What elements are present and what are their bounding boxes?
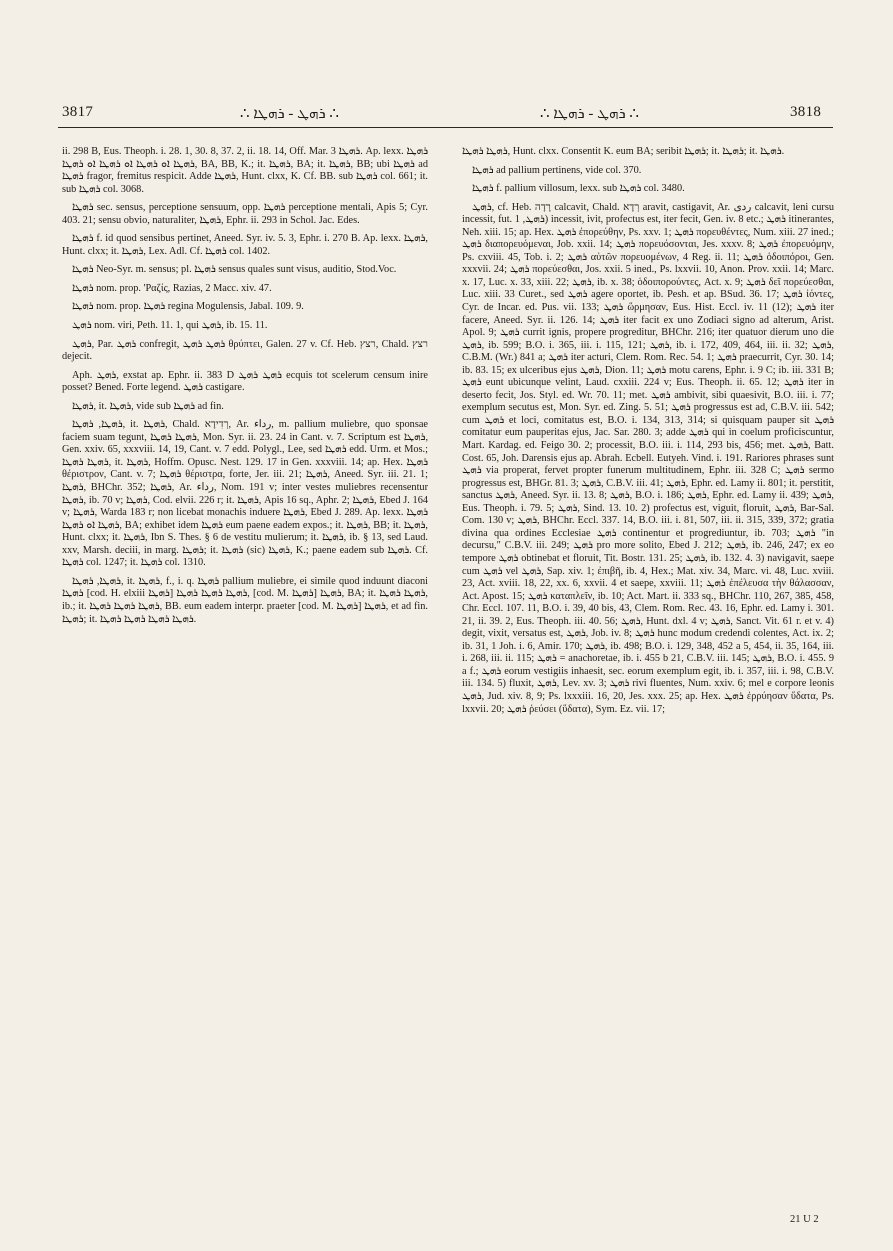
entry-paragraph: ii. 298 B, Eus. Theoph. i. 28. 1, 30. 8, 37. 2, ii. 18. 14, Off. Mar. ܪܗܛܐ 3. Ap. lexx. ܪܗܛܐ ܪܗܛܐ ܐܘ ܪܗܛܐ ܐܘ ܪܗܛܐ ܐܘ ܪܗܛܐ, BA, BB, K.; it. ܪܗܛܐ, BA; it. ܪܗܛܐ, BB; ubi ܪܗܛܐ ad ܪܗܛܐ fragor, fremitus respicit. Adde ܪܗܛܐ, Hunt. clxx, K. Cf. BB. sub ܪܗܛܐ col. 661; it. sub ܪܗܛܐ col. 3068. <box>62 146 429 195</box>
entry-paragraph: ܪܗܛܐ, ܪܗܛܐ, it. ܪܗܛܐ, Chald. רְדִידָא, Ar. رداء, m. pallium muliebre, quo sponsae faciem suam tegunt, ܪܗܛܐ ܪܗܛܐ, Mon. Syr. ii. 23. 24 in Cant. v. 7. Scriptum est ܪܗܛܐ, Gen. xxiv. 65, xxxviii. 14, 19, Cant. v. 7 edd. Polygl., Lee, sed ܪܗܛܐ edd. Urm. et Mos.; ܪܗܛܐ ܪܗܛܐ, it. ܪܗܛܐ, Hoffm. Opusc. Nest. 129. 17 in Gen. xxxviii. 14; ap. Hex. ܪܗܛܐ θέριστρον, Cant. v. 7; ܪܗܛܐ θέριστρα, forte, Jer. iii. 21; ܪܗܛܐ, Aneed. Syr. iii. 21. 1; ܪܗܛܐ, BHChr. 352; ܪܗܛܐ, Ar. رداء, Nom. 191 v; inter vestes muliebres recensentur ܪܗܛܐ, ib. 70 v; ܪܗܛܐ, Cod. elvii. 226 r; it. ܪܗܛܐ, Apis 16 sq., Aphr. 2; ܪܗܛܐ, Ebed J. 164 v; ܪܗܛܐ, Warda 183 r; non licebat monachis induere ܪܗܛܐ, Ebed J. 289. Ap. lexx. ܪܗܛܐ ܪܗܛܐ ܐܘ ܪܗܛܐ, BA; exhibet idem ܪܗܛܐ eum paene eadem expos.; it. ܪܗܛܐ, BB; it. ܪܗܛܐ, Hunt. clxx; it. ܪܗܛܐ, Ibn S. Thes. § 6 de vestitu mulierum; it. ܪܗܛܐ, ib. § 13, sed Laud. xxv, Marsh. deciii, in marg. ܪܗܛܐ; it. ܪܗܛܐ (sic) ܪܗܛܐ, K.; paene eadem sub ܪܗܛܐ. Cf. ܪܗܛܐ col. 1247; it. ܪܗܛܐ col. 1310. <box>62 419 429 569</box>
entry-paragraph: ܪܗܛܐ f. pallium villosum, lexx. sub ܪܗܛܐ col. 3480. <box>472 183 685 195</box>
left-column <box>62 146 428 632</box>
left-running-head: ∴ ܪܗܛ - ܪܗܛܐ ∴ <box>240 106 339 122</box>
entry-paragraph: ܪܗܛܐ ܪܗܛܐ, Hunt. clxx. Consentit K. eum BA; seribit ܪܗܛܐ; it. ܪܗܛܐ; it. ܪܗܛܐ. <box>462 146 785 157</box>
entry-paragraph: ܪܗܛܐ nom. prop. ܪܗܛܐ regina Mogulensis, Jabal. 109. 9. <box>72 301 304 313</box>
entry-paragraph: Aph. ܪܗܛ, exstat ap. Ephr. ii. 383 D ܪܗܛ ܪܗܛ ecquis tot scelerum censum inire posset? Bened. Forte legend. ܪܗܛ castigare. <box>62 369 428 394</box>
entry-paragraph: ܪܗܛ, Par. ܪܗܛ confregit, ܪܗܛ ܪܗܛ θρύπτει, Galen. 27 v. Cf. Heb. רצץ, Chald. רצץ dejecit. <box>62 338 428 363</box>
entry-paragraph: ܪܗܛܐ Neo-Syr. m. sensus; pl. ܪܗܛܐ sensus quales sunt visus, auditio, Stod.Voc. <box>72 264 397 276</box>
right-running-head: ∴ ܪܗܛ - ܪܗܛܐ ∴ <box>540 106 639 122</box>
entry-paragraph: ܪܗܛܐ, ܪܗܛܐ, it. ܪܗܛܐ, f., i. q. ܪܗܛܐ pallium muliebre, ei simile quod induunt diaconi ܪܗܛܐ [cod. H. elxiii ܪܗܛܐ] ܪܗܛܐ ܪܗܛܐ ܪܗܛܐ, [cod. M. ܪܗܛܐ] ܪܗܛܐ, BA; it. ܪܗܛܐ ܪܗܛܐ, ib.; it. ܪܗܛܐ ܪܗܛܐ ܪܗܛܐ, BB. eum eadem interpr. praeter [cod. M. ܪܗܛܐ] ܪܗܛܐ, et ad fin. ܪܗܛܐ; it. ܪܗܛܐ ܪܗܛܐ ܪܗܛܐ ܪܗܛܐ. <box>62 575 428 625</box>
entry-paragraph: ܪܗܛܐ nom. prop. 'Ραζίς, Razias, 2 Macc. xiv. 47. <box>72 282 272 294</box>
entry-paragraph: ܪܗܛܐ f. id quod sensibus pertinet, Aneed. Syr. iv. 5. 3, Ephr. i. 270 B. Ap. lexx. ܪܗܛܐ, Hunt. clxx; it. ܪܗܛܐ, Lex. Adl. Cf. ܪܗܛܐ col. 1402. <box>62 233 428 257</box>
entry-paragraph: ܪܗܛ, cf. Heb. רָדָה calcavit, Chald. רְדָא aravit, castigavit, Ar. ردى calcavit, leni cursu incessit, fut. ܪܗܛ, 1) incessit, ivit, profectus est, iter fecit, Gen. iv. 8 etc.; ܪܗܛ itinerantes, Neh. xiii. 15; ap. Hex. ܪܗܛ ἐπορεύθην, Ps. xxv. 1; ܪܗܛ πορευθέντες, Num. xiii. 27 ined.; ܪܗܛ διαπορευόμεναι, Job. xxii. 14; ܪܗܛ πορευόσονται, Jes. xxxv. 8; ܪܗܛ ἐπορευόμην, Ps. cxviii. 45, Tob. i. 2; ܪܗܛ αὐτῶν πορευομένων, 4 Reg. ii. 11; ܪܗܛ ὁδοιπόροι, Gen. xxxvii. 24; ܪܗܛ πορεύεσθαι, Jos. xxii. 5 ined., Ps. lxxvii. 10, Anon. Prov. xxii. 14; Marc. x. 17, Luc. x. 33, xiii. 22; ܪܗܛ, ib. x. 38; ὁδοιπορούντες, Act. x. 9; ܪܗܛ δεῖ πορεύεσθαι, Luc. xiii. 33 Curet., sed ܪܗܛ agere oportet, ib. Pesh. et ap. BSud. 36. 17; ܪܗܛ ἰόντες, Cyr. de Incar. ed. Pus. vii. 133; ܪܗܛ ὥρμησαν, Eus. Hist. Eccl. iv. 11 (12); ܪܗܛ iter facere, Aneed. Syr. ii. 126. 14; ܪܗܛ iter facit ex uno Zodiaci signo ad alterum, Arist. Apol. 9; ܪܗܛ currit ignis, propere progreditur, BHChr. 216; iter quatuor dierum uno die ܪܗܛ, ib. 599; B.O. i. 365, iii. i. 115, 121; ܪܗܛ, ib. i. 172, 409, 464, iii. ii. 32; ܪܗܛ, C.B.M. (Wr.) 841 a; ܪܗܛ iter acturi, Clem. Rom. Rec. 54. 1; ܪܗܛ praecurrit, Cyr. 30. 14; ib. 83. 15; ex ulceribus ejus ܪܗܛ, Dion. 11; ܪܗܛ motu carens, Ephr. i. 9 C; ib. iii. 331 B; ܪܗܛ eunt ubicunque velint, Laud. cxxiii. 224 v; Eus. Theoph. ii. 65. 12; ܪܗܛ iter in deserto fecit, Jos. Styl. ed. Wr. 70. 11; met. ܪܗܛ ambivit, sibi quaesivit, B.O. iii. i. 77; exemplum secutus est, Mon. Syr. ed. Zing. 5. 51; ܪܗܛ progressus est ad, C.B.V. iii. 542; cum ܪܗܛ et loci, comitatus est, B.O. i. 134, 313, 314; si quisquam pauper sit ܪܗܛ comitatur eum pauperitas ejus, Jac. Sar. 280. 3; adde ܪܗܛ qui in coelum proficiscuntur, Mart. Kardag. ed. Feigo 30. 2; processit, B.O. iii. i. 114, 293 bis, 456; met. ܪܗܛ, Batt. Cost. 65, Joh. Darensis ejus ap. Abrah. Ecbell. Eutyeh. Vind. i. 191. Rariores phrases sunt ܪܗܛ via properat, fervet propter funerum multitudinem, Ephr. iii. 328 C; ܪܗܛ sermo progressus est, BHGr. 81. 3; ܪܗܛ, C.B.V. iii. 41; ܪܗܛ, Ephr. ed. Lamy ii. 801; it. perstitit, sanctus ܪܗܛ, Aneed. Syr. ii. 13. 8; ܪܗܛ, B.O. i. 186; ܪܗܛ, Ephr. ed. Lamy ii. 439; ܪܗܛ, Eus. Theoph. i. 79. 5; ܪܗܛ, Sind. 13. 10. 2) profectus est, viguit, floruit, ܪܗܛ, Bar-Sal. Com. 130 v; ܪܗܛ, BHChr. Eccl. 337. 14, B.O. iii. i. 81, 507, iii. ii. 315, 339, 372; gratia divina qua ordines Ecclesiae ܪܗܛ continentur et progrediuntur, ib. 703; ܪܗܛ "in decursu," C.B.V. iii. 249; ܪܗܛ pro more solito, Ebed J. 212; ܪܗܛ, ib. 246, 247; ex eo tempore ܪܗܛ obtinebat et floruit, Tit. Bostr. 131. 25; ܪܗܛ, ib. 132. 4. 3) navigavit, saepe cum ܪܗܛ vel ܪܗܛ, Sap. xiv. 1; ἐπιβῆ, ib. 4, Hex.; Mat. xiv. 34, Marc. vi. 48, Luc. xviii. 23, Act. xviii. 18, 22, xx. 6, xxvii. 4 et saepe, xxviii. 11; ܪܗܛ ἐπέλευσα τὴν θάλασσαν, Act. Apost. 15; ܪܗܛ καταπλεῖν, ib. 10; Act. Mart. ii. 333 sq., BHChr. 110, 267, 385, 458, Chr. Eccl. 107. 11, B.O. i. 39, 40 bis, 43, Clem. Rom. Rec. 43. 16, Ephr. ed. Lamy i. 301. 21, ii. 39. 2, Eus. Theoph. iii. 40. 56; ܪܗܛ, Hunt. dxl. 4 v; ܪܗܛ, Sanct. Vit. 61 r. et v. 4) degit, vixit, versatus est, ܪܗܛ, Job. iv. 8; ܪܗܛ hunc modum credendi colentes, Act. ix. 2; ib. 31, 1 Joh. i. 6, Amir. 170; ܪܗܛ, ib. 498; B.O. i. 129, 348, 452 a 5, 454, ii. 35, 164, iii. i. 268, iii. ii. 115; ܪܗܛ = anachoretae, ib. i. 455 b 21, C.B.V. iii. 145; ܪܗܛ, B.O. i. 455. 9 a f.; ܪܗܛ eorum vestigiis inhaesit, sec. eorum exemplum egit, ib. i. 357, iii. i. 98, C.B.V. iii. 134. 5) fluxit, ܪܗܛ, Lev. xv. 3; ܪܗܛ rivi fluentes, Num. xxiv. 6; mel e corpore leonis ܪܗܛ, Jud. xiv. 8, 9; Ps. lxxxiii. 16, 20, Jes. xxx. 25; ap. Hex. ܪܗܛ ἐρρύησαν ὕδατα, Ps. lxxvii. 20; ܪܗܛ ῥεύσει (ὕδατα), Sym. Ez. vii. 17; <box>462 201 835 715</box>
signature-mark: 21 U 2 <box>790 1214 819 1225</box>
right-column <box>462 146 834 722</box>
right-page-number: 3818 <box>790 104 822 120</box>
header-rule <box>58 127 833 128</box>
entry-paragraph: ܪܗܛܐ, it. ܪܗܛܐ, vide sub ܪܗܛܐ ad fin. <box>72 400 224 412</box>
left-page-number: 3817 <box>62 104 94 120</box>
entry-paragraph: ܪܗܛܐ sec. sensus, perceptione sensuum, opp. ܪܗܛܐ perceptione mentali, Apis 5; Cyr. 403. 21; sensu obvio, naturaliter, ܪܗܛܐ, Ephr. ii. 293 in Schol. Jac. Edes. <box>62 202 428 226</box>
entry-paragraph: ܪܗܛ nom. viri, Peth. 11. 1, qui ܪܗܛ, ib. 15. 11. <box>72 320 268 332</box>
entry-paragraph: ܪܗܛܐ ad pallium pertinens, vide col. 370. <box>472 164 642 176</box>
